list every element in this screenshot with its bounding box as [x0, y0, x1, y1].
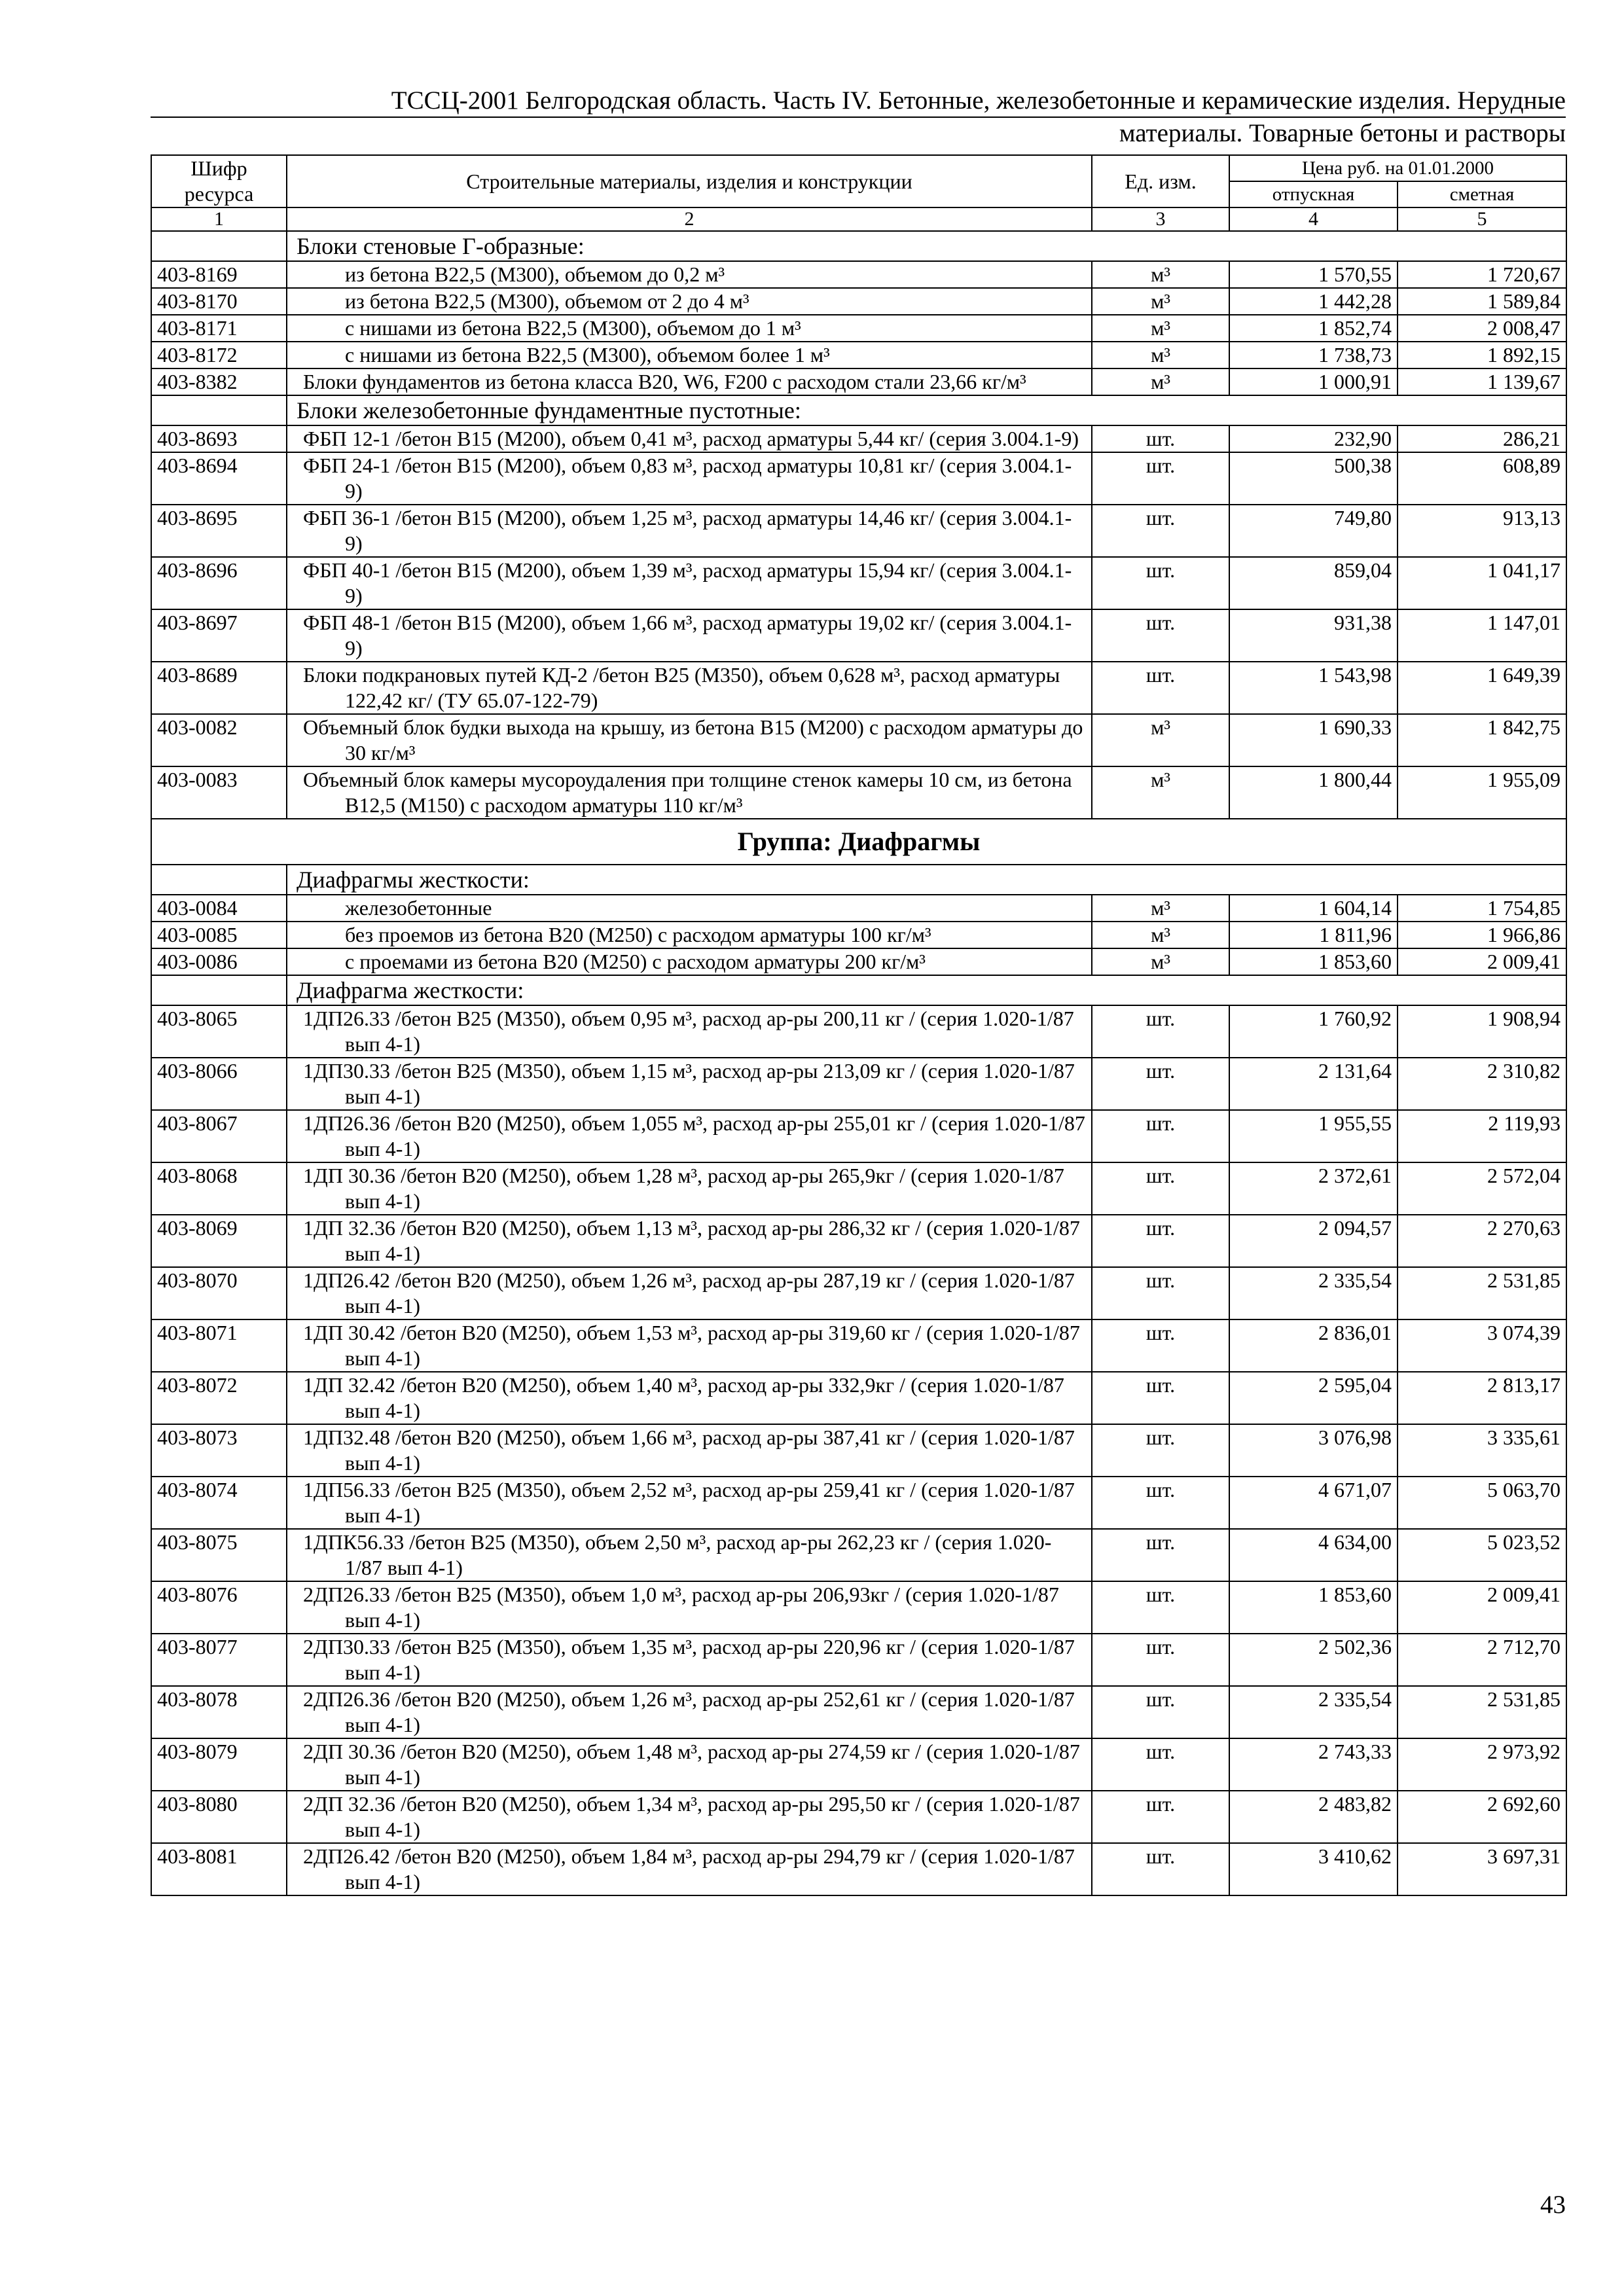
resource-code: 403-8696 — [151, 557, 287, 609]
col-number: 1 — [151, 207, 287, 231]
col-header-release: отпускная — [1229, 181, 1398, 207]
estimate-price: 286,21 — [1398, 425, 1566, 452]
table-row — [151, 1319, 1566, 1372]
estimate-price: 3 074,39 — [1398, 1319, 1566, 1372]
table-row — [151, 1529, 1566, 1581]
table-row — [151, 766, 1566, 819]
unit: шт. — [1092, 1110, 1229, 1162]
release-price: 2 743,33 — [1229, 1738, 1398, 1791]
estimate-price: 1 966,86 — [1398, 922, 1566, 948]
table-row — [151, 1267, 1566, 1319]
col-header-estimate: сметная — [1398, 181, 1566, 207]
unit: м³ — [1092, 714, 1229, 766]
material-description: из бетона В22,5 (М300), объемом до 0,2 м³ — [287, 261, 1092, 288]
release-price: 500,38 — [1229, 452, 1398, 505]
page-number: 43 — [1540, 2191, 1566, 2219]
estimate-price: 2 310,82 — [1398, 1058, 1566, 1110]
resource-code: 403-8695 — [151, 505, 287, 557]
table-row — [151, 662, 1566, 714]
release-price: 1 543,98 — [1229, 662, 1398, 714]
estimate-price: 1 892,15 — [1398, 342, 1566, 368]
material-description: 1ДПК56.33 /бетон В25 (М350), объем 2,50 м³, расход ар-ры 262,23 кг / (серия 1.020-1/87 вып 4-1) — [287, 1529, 1092, 1581]
unit: шт. — [1092, 1686, 1229, 1738]
estimate-price: 2 008,47 — [1398, 315, 1566, 342]
group-title: Группа: Диафрагмы — [151, 819, 1566, 865]
section-row — [151, 975, 1566, 1005]
table-row — [151, 1424, 1566, 1477]
resource-code: 403-8382 — [151, 368, 287, 395]
material-description: 1ДП56.33 /бетон В25 (М350), объем 2,52 м³, расход ар-ры 259,41 кг / (серия 1.020-1/87 вып 4-1) — [287, 1477, 1092, 1529]
resource-code: 403-8697 — [151, 609, 287, 662]
table-row — [151, 425, 1566, 452]
estimate-price: 1 649,39 — [1398, 662, 1566, 714]
resource-code: 403-8072 — [151, 1372, 287, 1424]
estimate-price: 1 908,94 — [1398, 1005, 1566, 1058]
material-description: 2ДП 32.36 /бетон В20 (М250), объем 1,34 м³, расход ар-ры 295,50 кг / (серия 1.020-1/87 вып 4-1) — [287, 1791, 1092, 1843]
material-description: из бетона В22,5 (М300), объемом от 2 до 4 м³ — [287, 288, 1092, 315]
resource-code: 403-8080 — [151, 1791, 287, 1843]
unit: м³ — [1092, 342, 1229, 368]
estimate-price: 2 572,04 — [1398, 1162, 1566, 1215]
col-number: 4 — [1229, 207, 1398, 231]
table-row — [151, 1005, 1566, 1058]
estimate-price: 2 009,41 — [1398, 1581, 1566, 1634]
material-description: с проемами из бетона В20 (М250) с расходом арматуры 200 кг/м³ — [287, 948, 1092, 975]
release-price: 3 076,98 — [1229, 1424, 1398, 1477]
material-description: 2ДП26.36 /бетон В20 (М250), объем 1,26 м³, расход ар-ры 252,61 кг / (серия 1.020-1/87 вып 4-1) — [287, 1686, 1092, 1738]
material-description: 2ДП26.33 /бетон В25 (М350), объем 1,0 м³, расход ар-ры 206,93кг / (серия 1.020-1/87 вып 4-1) — [287, 1581, 1092, 1634]
estimate-price: 2 531,85 — [1398, 1686, 1566, 1738]
release-price: 1 760,92 — [1229, 1005, 1398, 1058]
material-description: с нишами из бетона В22,5 (М300), объемом до 1 м³ — [287, 315, 1092, 342]
estimate-price: 2 712,70 — [1398, 1634, 1566, 1686]
release-price: 749,80 — [1229, 505, 1398, 557]
col-number: 5 — [1398, 207, 1566, 231]
release-price: 2 595,04 — [1229, 1372, 1398, 1424]
release-price: 1 000,91 — [1229, 368, 1398, 395]
unit: шт. — [1092, 1267, 1229, 1319]
table-row — [151, 1215, 1566, 1267]
estimate-price: 2 973,92 — [1398, 1738, 1566, 1791]
table-row — [151, 452, 1566, 505]
release-price: 1 800,44 — [1229, 766, 1398, 819]
resource-code: 403-0082 — [151, 714, 287, 766]
resource-code: 403-0085 — [151, 922, 287, 948]
unit: шт. — [1092, 1005, 1229, 1058]
header-line-2: материалы. Товарные бетоны и растворы — [1119, 119, 1566, 147]
estimate-price: 3 697,31 — [1398, 1843, 1566, 1895]
material-description: 1ДП 32.36 /бетон В20 (М250), объем 1,13 м³, расход ар-ры 286,32 кг / (серия 1.020-1/87 вып 4-1) — [287, 1215, 1092, 1267]
table-row — [151, 1477, 1566, 1529]
unit: шт. — [1092, 662, 1229, 714]
release-price: 859,04 — [1229, 557, 1398, 609]
unit: м³ — [1092, 948, 1229, 975]
resource-code: 403-8068 — [151, 1162, 287, 1215]
material-description: Объемный блок будки выхода на крышу, из бетона В15 (М200) с расходом арматуры до 30 кг/м³ — [287, 714, 1092, 766]
resource-code: 403-8081 — [151, 1843, 287, 1895]
header-line-1: ТССЦ-2001 Белгородская область. Часть IV. Бетонные, железобетонные и керамические изделия. Нерудные — [151, 85, 1566, 118]
unit: шт. — [1092, 1634, 1229, 1686]
table-row — [151, 1581, 1566, 1634]
release-price: 1 853,60 — [1229, 948, 1398, 975]
material-description: 2ДП 30.36 /бетон В20 (М250), объем 1,48 м³, расход ар-ры 274,59 кг / (серия 1.020-1/87 вып 4-1) — [287, 1738, 1092, 1791]
table-row — [151, 895, 1566, 922]
unit: шт. — [1092, 1791, 1229, 1843]
unit: шт. — [1092, 505, 1229, 557]
release-price: 232,90 — [1229, 425, 1398, 452]
material-description: 1ДП26.36 /бетон В20 (М250), объем 1,055 м³, расход ар-ры 255,01 кг / (серия 1.020-1/87 вып 4-1) — [287, 1110, 1092, 1162]
material-description: 1ДП26.42 /бетон В20 (М250), объем 1,26 м³, расход ар-ры 287,19 кг / (серия 1.020-1/87 вып 4-1) — [287, 1267, 1092, 1319]
release-price: 1 853,60 — [1229, 1581, 1398, 1634]
estimate-price: 2 119,93 — [1398, 1110, 1566, 1162]
material-description: 1ДП 30.42 /бетон В20 (М250), объем 1,53 м³, расход ар-ры 319,60 кг / (серия 1.020-1/87 вып 4-1) — [287, 1319, 1092, 1372]
material-description: Блоки подкрановых путей КД-2 /бетон В25 (М350), объем 0,628 м³, расход арматуры 122,42 кг/ (ТУ 65.07-122-79) — [287, 662, 1092, 714]
estimate-price: 1 955,09 — [1398, 766, 1566, 819]
material-description: 2ДП26.42 /бетон В20 (М250), объем 1,84 м³, расход ар-ры 294,79 кг / (серия 1.020-1/87 вып 4-1) — [287, 1843, 1092, 1895]
release-price: 2 335,54 — [1229, 1686, 1398, 1738]
resource-code: 403-0086 — [151, 948, 287, 975]
material-description: ФБП 36-1 /бетон В15 (М200), объем 1,25 м³, расход арматуры 14,46 кг/ (серия 3.004.1-9) — [287, 505, 1092, 557]
table-row — [151, 505, 1566, 557]
release-price: 4 671,07 — [1229, 1477, 1398, 1529]
unit: шт. — [1092, 1424, 1229, 1477]
col-number: 3 — [1092, 207, 1229, 231]
resource-code: 403-8071 — [151, 1319, 287, 1372]
unit: шт. — [1092, 1529, 1229, 1581]
table-row — [151, 1162, 1566, 1215]
table-row — [151, 1791, 1566, 1843]
resource-code: 403-8069 — [151, 1215, 287, 1267]
material-description: 2ДП30.33 /бетон В25 (М350), объем 1,35 м³, расход ар-ры 220,96 кг / (серия 1.020-1/87 вып 4-1) — [287, 1634, 1092, 1686]
table-row — [151, 1372, 1566, 1424]
section-row — [151, 395, 1566, 425]
resource-code: 403-0083 — [151, 766, 287, 819]
material-description: железобетонные — [287, 895, 1092, 922]
table-row — [151, 1634, 1566, 1686]
estimate-price: 1 147,01 — [1398, 609, 1566, 662]
section-title: Диафрагмы жесткости: — [287, 865, 1566, 895]
material-description: ФБП 40-1 /бетон В15 (М200), объем 1,39 м³, расход арматуры 15,94 кг/ (серия 3.004.1-9) — [287, 557, 1092, 609]
table-row — [151, 922, 1566, 948]
resource-code: 403-8074 — [151, 1477, 287, 1529]
unit: шт. — [1092, 1372, 1229, 1424]
estimate-price: 913,13 — [1398, 505, 1566, 557]
estimate-price: 5 023,52 — [1398, 1529, 1566, 1581]
unit: м³ — [1092, 922, 1229, 948]
col-header-price: Цена руб. на 01.01.2000 — [1229, 155, 1566, 181]
resource-code: 403-8171 — [151, 315, 287, 342]
unit: м³ — [1092, 895, 1229, 922]
release-price: 2 131,64 — [1229, 1058, 1398, 1110]
unit: шт. — [1092, 1162, 1229, 1215]
section-title: Диафрагма жесткости: — [287, 975, 1566, 1005]
material-description: Блоки фундаментов из бетона класса В20, W6, F200 с расходом стали 23,66 кг/м³ — [287, 368, 1092, 395]
release-price: 4 634,00 — [1229, 1529, 1398, 1581]
table-row — [151, 609, 1566, 662]
table-row — [151, 1843, 1566, 1895]
resource-code: 403-8172 — [151, 342, 287, 368]
resource-code: 403-8078 — [151, 1686, 287, 1738]
release-price: 1 570,55 — [1229, 261, 1398, 288]
price-table — [151, 154, 1567, 1896]
resource-code: 403-8689 — [151, 662, 287, 714]
col-header-unit: Ед. изм. — [1092, 155, 1229, 207]
resource-code: 403-8066 — [151, 1058, 287, 1110]
unit: шт. — [1092, 1215, 1229, 1267]
material-description: ФБП 24-1 /бетон В15 (М200), объем 0,83 м³, расход арматуры 10,81 кг/ (серия 3.004.1-9) — [287, 452, 1092, 505]
release-price: 1 738,73 — [1229, 342, 1398, 368]
column-number-row — [151, 207, 1566, 231]
resource-code: 403-8694 — [151, 452, 287, 505]
resource-code: 403-8065 — [151, 1005, 287, 1058]
material-description: ФБП 12-1 /бетон В15 (М200), объем 0,41 м³, расход арматуры 5,44 кг/ (серия 3.004.1-9) — [287, 425, 1092, 452]
material-description: 1ДП30.33 /бетон В25 (М350), объем 1,15 м³, расход ар-ры 213,09 кг / (серия 1.020-1/87 вып 4-1) — [287, 1058, 1092, 1110]
section-row — [151, 231, 1566, 261]
resource-code: 403-8076 — [151, 1581, 287, 1634]
estimate-price: 1 139,67 — [1398, 368, 1566, 395]
table-row — [151, 315, 1566, 342]
table-row — [151, 714, 1566, 766]
release-price: 2 502,36 — [1229, 1634, 1398, 1686]
table-row — [151, 368, 1566, 395]
col-header-name: Строительные материалы, изделия и конструкции — [287, 155, 1092, 207]
material-description: Объемный блок камеры мусороудаления при толщине стенок камеры 10 см, из бетона В12,5 (М150) с расходом арматуры 110 кг/м³ — [287, 766, 1092, 819]
unit: шт. — [1092, 1319, 1229, 1372]
resource-code: 403-8070 — [151, 1267, 287, 1319]
unit: м³ — [1092, 766, 1229, 819]
table-row — [151, 557, 1566, 609]
estimate-price: 2 692,60 — [1398, 1791, 1566, 1843]
material-description: 1ДП 32.42 /бетон В20 (М250), объем 1,40 м³, расход ар-ры 332,9кг / (серия 1.020-1/87 вып 4-1) — [287, 1372, 1092, 1424]
resource-code: 403-8169 — [151, 261, 287, 288]
release-price: 3 410,62 — [1229, 1843, 1398, 1895]
estimate-price: 1 754,85 — [1398, 895, 1566, 922]
unit: м³ — [1092, 288, 1229, 315]
table-row — [151, 948, 1566, 975]
resource-code: 403-0084 — [151, 895, 287, 922]
estimate-price: 2 009,41 — [1398, 948, 1566, 975]
material-description: 1ДП32.48 /бетон В20 (М250), объем 1,66 м³, расход ар-ры 387,41 кг / (серия 1.020-1/87 вып 4-1) — [287, 1424, 1092, 1477]
resource-code: 403-8079 — [151, 1738, 287, 1791]
release-price: 2 335,54 — [1229, 1267, 1398, 1319]
estimate-price: 1 720,67 — [1398, 261, 1566, 288]
material-description: ФБП 48-1 /бетон В15 (М200), объем 1,66 м³, расход арматуры 19,02 кг/ (серия 3.004.1-9) — [287, 609, 1092, 662]
unit: шт. — [1092, 425, 1229, 452]
release-price: 2 094,57 — [1229, 1215, 1398, 1267]
col-header-code: Шифр ресурса — [151, 155, 287, 207]
release-price: 1 811,96 — [1229, 922, 1398, 948]
table-row — [151, 261, 1566, 288]
running-header — [151, 85, 1566, 149]
unit: м³ — [1092, 368, 1229, 395]
unit: шт. — [1092, 452, 1229, 505]
release-price: 1 690,33 — [1229, 714, 1398, 766]
resource-code: 403-8073 — [151, 1424, 287, 1477]
section-row — [151, 865, 1566, 895]
estimate-price: 2 531,85 — [1398, 1267, 1566, 1319]
unit: шт. — [1092, 1477, 1229, 1529]
resource-code: 403-8170 — [151, 288, 287, 315]
material-description: 1ДП26.33 /бетон В25 (М350), объем 0,95 м³, расход ар-ры 200,11 кг / (серия 1.020-1/87 вып 4-1) — [287, 1005, 1092, 1058]
release-price: 1 955,55 — [1229, 1110, 1398, 1162]
release-price: 1 442,28 — [1229, 288, 1398, 315]
table-row — [151, 1058, 1566, 1110]
release-price: 931,38 — [1229, 609, 1398, 662]
section-title: Блоки стеновые Г-образные: — [287, 231, 1566, 261]
resource-code: 403-8075 — [151, 1529, 287, 1581]
estimate-price: 1 041,17 — [1398, 557, 1566, 609]
estimate-price: 1 842,75 — [1398, 714, 1566, 766]
table-row — [151, 288, 1566, 315]
section-title: Блоки железобетонные фундаментные пустотные: — [287, 395, 1566, 425]
unit: м³ — [1092, 315, 1229, 342]
release-price: 2 836,01 — [1229, 1319, 1398, 1372]
unit: шт. — [1092, 1581, 1229, 1634]
unit: шт. — [1092, 557, 1229, 609]
unit: м³ — [1092, 261, 1229, 288]
estimate-price: 2 270,63 — [1398, 1215, 1566, 1267]
estimate-price: 5 063,70 — [1398, 1477, 1566, 1529]
unit: шт. — [1092, 1058, 1229, 1110]
release-price: 2 483,82 — [1229, 1791, 1398, 1843]
estimate-price: 2 813,17 — [1398, 1372, 1566, 1424]
release-price: 2 372,61 — [1229, 1162, 1398, 1215]
release-price: 1 852,74 — [1229, 315, 1398, 342]
resource-code: 403-8077 — [151, 1634, 287, 1686]
table-row — [151, 342, 1566, 368]
resource-code: 403-8693 — [151, 425, 287, 452]
unit: шт. — [1092, 609, 1229, 662]
group-row — [151, 819, 1566, 865]
material-description: 1ДП 30.36 /бетон В20 (М250), объем 1,28 м³, расход ар-ры 265,9кг / (серия 1.020-1/87 вып 4-1) — [287, 1162, 1092, 1215]
table-row — [151, 1110, 1566, 1162]
table-row — [151, 1738, 1566, 1791]
estimate-price: 608,89 — [1398, 452, 1566, 505]
material-description: с нишами из бетона В22,5 (М300), объемом более 1 м³ — [287, 342, 1092, 368]
release-price: 1 604,14 — [1229, 895, 1398, 922]
material-description: без проемов из бетона В20 (М250) с расходом арматуры 100 кг/м³ — [287, 922, 1092, 948]
estimate-price: 3 335,61 — [1398, 1424, 1566, 1477]
unit: шт. — [1092, 1738, 1229, 1791]
estimate-price: 1 589,84 — [1398, 288, 1566, 315]
unit: шт. — [1092, 1843, 1229, 1895]
table-row — [151, 1686, 1566, 1738]
resource-code: 403-8067 — [151, 1110, 287, 1162]
col-number: 2 — [287, 207, 1092, 231]
